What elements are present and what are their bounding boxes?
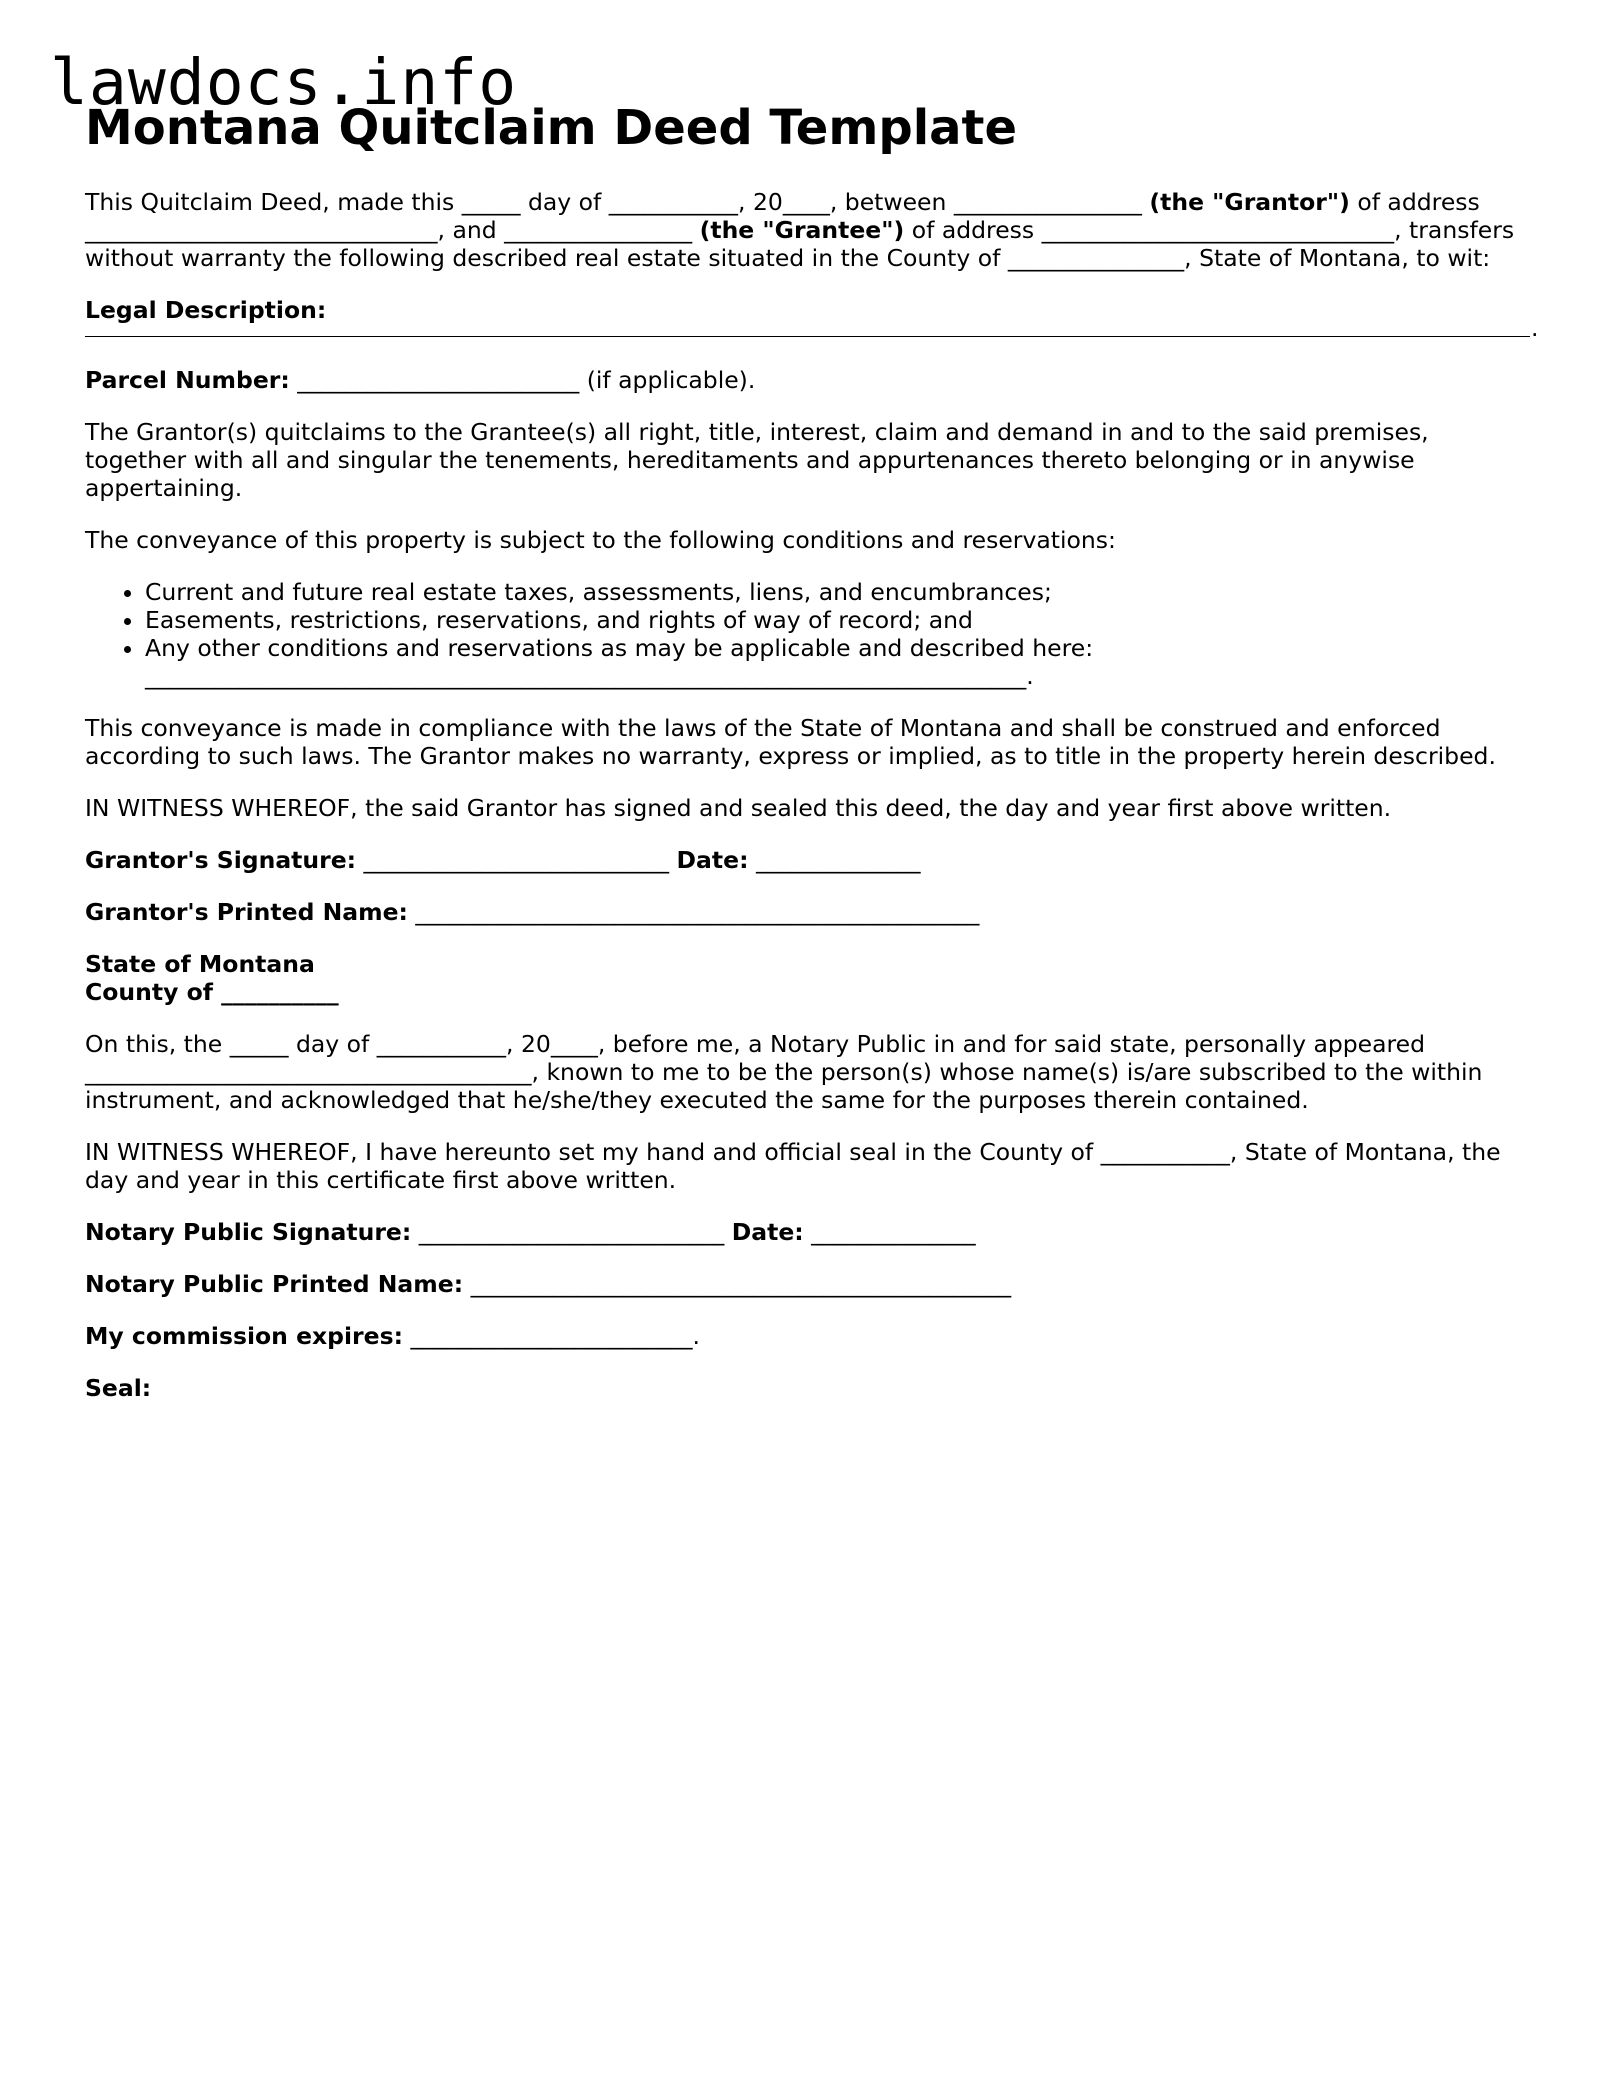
grantor-printed-name-row	[85, 898, 1535, 926]
condition-item: • Current and future real estate taxes, assessments, liens, and encumbrances;	[145, 578, 1535, 606]
legal-description-end: .	[1531, 314, 1539, 342]
state-label: State of Montana	[85, 950, 315, 978]
venue-block	[85, 950, 1535, 1006]
notary-signature-field[interactable]: __________________________	[411, 1218, 732, 1246]
parcel-number-field[interactable]: ________________________ (if applicable).	[289, 366, 756, 394]
grantor-printed-name-field[interactable]: ________________________________________________	[407, 898, 980, 926]
legal-description-label: Legal Description:	[85, 296, 327, 324]
quitclaim-paragraph: The Grantor(s) quitclaims to the Grantee(s) all right, title, interest, claim and demand in and to the said premises, together with all and singular the tenements, hereditaments and appurtenances thereto belonging or in anywise appertaining.	[85, 418, 1429, 502]
condition-item: • Any other conditions and reservations as may be applicable and described here: ___________________________________________________________________________.	[145, 634, 1535, 690]
commission-row	[85, 1322, 1535, 1350]
witness-paragraph: IN WITNESS WHEREOF, the said Grantor has signed and sealed this deed, the day and year first above written.	[85, 794, 1392, 822]
grantor-signature-row	[85, 846, 1535, 874]
condition-item: • Easements, restrictions, reservations, and rights of way of record; and	[145, 606, 1535, 634]
notary-printed-name-row	[85, 1270, 1535, 1298]
commission-field[interactable]: ________________________.	[402, 1322, 700, 1350]
grantor-label: (the "Grantor")	[1149, 188, 1350, 216]
document-page	[85, 100, 1539, 1426]
seal-label: Seal:	[85, 1374, 152, 1402]
compliance-paragraph: This conveyance is made in compliance with the laws of the State of Montana and shall be construed and enforced according to such laws. The Grantor makes no warranty, express or implied, as to title in the property herein described.	[85, 714, 1496, 770]
notary-witness-paragraph: IN WITNESS WHEREOF, I have hereunto set my hand and official seal in the County of ___________, State of Montana, the day and year in this certificate first above written.	[85, 1138, 1501, 1194]
legal-description-field[interactable]	[85, 314, 1539, 342]
intro-part-3: of address ______________________________, transfers without warranty the following described real estate situated in the County of _______________, State of Montana, to wit:	[85, 216, 1515, 272]
notary-printed-name-field[interactable]: ______________________________________________	[463, 1270, 1012, 1298]
intro-part-1: This Quitclaim Deed, made this _____ day of ___________, 20____, between ________________	[85, 188, 1150, 216]
conditions-list	[85, 578, 1535, 690]
grantor-signature-label: Grantor's Signature:	[85, 846, 357, 874]
legal-description-section	[85, 296, 1539, 342]
legal-description-line	[85, 324, 1530, 337]
intro-part-2: of address ______________________________, and ________________	[85, 188, 1480, 244]
county-label: County of __________	[85, 978, 339, 1006]
grantor-printed-name-label: Grantor's Printed Name:	[85, 898, 408, 926]
grantor-date-field[interactable]: ______________	[748, 846, 921, 874]
grantor-signature-field[interactable]: __________________________	[356, 846, 677, 874]
seal-row	[85, 1374, 1535, 1402]
conditions-intro: The conveyance of this property is subject to the following conditions and reservations:	[85, 526, 1116, 554]
commission-label: My commission expires:	[85, 1322, 403, 1350]
page-title: Montana Quitclaim Deed Template	[85, 100, 1018, 156]
notary-date-label: Date:	[731, 1218, 804, 1246]
intro-paragraph	[85, 188, 1535, 272]
grantor-date-label: Date:	[676, 846, 749, 874]
parcel-number-row	[85, 366, 1535, 394]
watermark-logo: lawdocs.info	[50, 46, 518, 119]
notary-signature-label: Notary Public Signature:	[85, 1218, 412, 1246]
grantee-label: (the "Grantee")	[699, 216, 905, 244]
notary-signature-row	[85, 1218, 1535, 1246]
notary-acknowledgment: On this, the _____ day of ___________, 20____, before me, a Notary Public in and for said state, personally appeared ______________________________________, known to me to be the person(s) whose name(s) is/are subscribed to the within instrument, and acknowledged that he/she/they executed the same for the purposes therein contained.	[85, 1030, 1483, 1114]
notary-date-field[interactable]: ______________	[803, 1218, 976, 1246]
parcel-number-label: Parcel Number:	[85, 366, 290, 394]
notary-printed-name-label: Notary Public Printed Name:	[85, 1270, 464, 1298]
